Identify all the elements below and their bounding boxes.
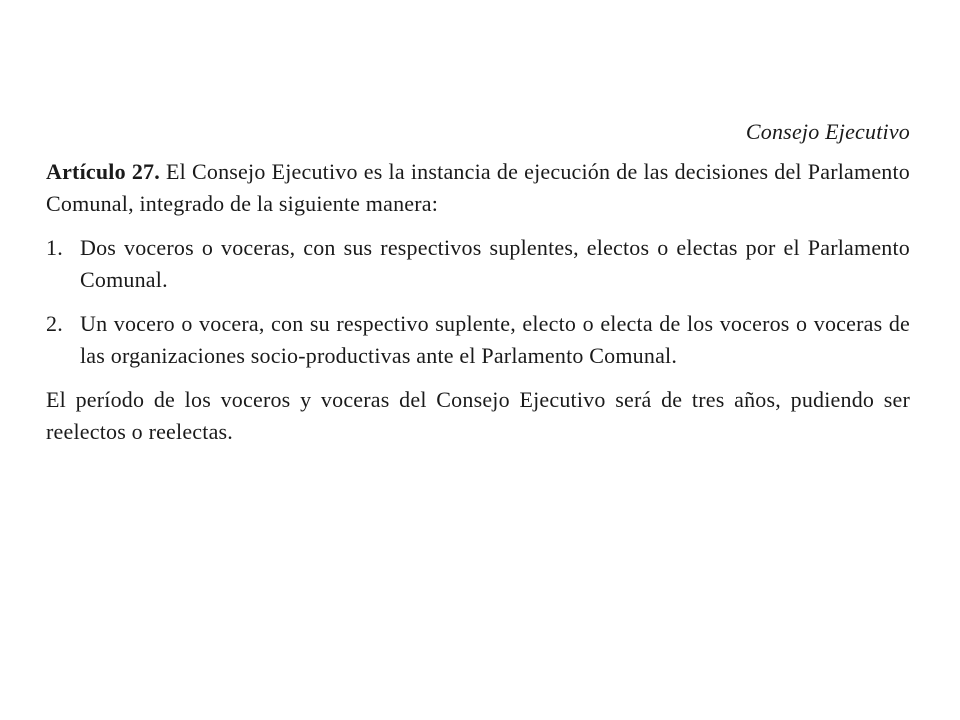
member-list — [46, 232, 910, 372]
article-label: Artículo 27. — [46, 159, 160, 184]
list-item-text: Dos voceros o voceras, con sus respectivos suplentes, electos o electas por el Parlamento Comunal. — [80, 235, 910, 292]
list-item — [46, 232, 910, 296]
article-text: El Consejo Ejecutivo es la instancia de ejecución de las decisiones del Parlamento Comunal, integrado de la siguiente manera: — [46, 159, 910, 216]
section-title: Consejo Ejecutivo — [745, 119, 910, 144]
closing-paragraph: El período de los voceros y voceras del Consejo Ejecutivo será de tres años, pudiendo ser reelectos o reelectas. — [46, 387, 910, 444]
document-page — [46, 116, 910, 460]
list-item-number: 1. — [46, 235, 63, 260]
article-paragraph — [46, 156, 910, 220]
list-item — [46, 308, 910, 372]
list-item-number: 2. — [46, 311, 63, 336]
list-item-text: Un vocero o vocera, con su respectivo suplente, electo o electa de los voceros o voceras de las organizaciones socio-productivas ante el Parlamento Comunal. — [80, 311, 910, 368]
